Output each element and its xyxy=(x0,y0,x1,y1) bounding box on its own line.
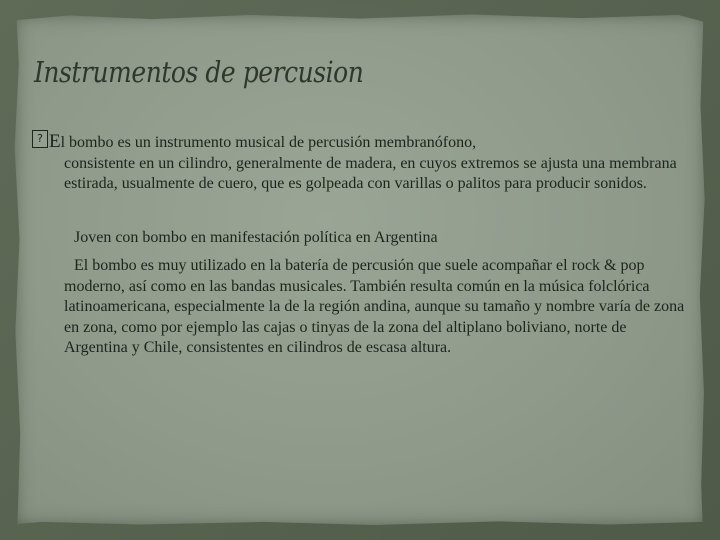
lead-letter: E xyxy=(49,131,61,152)
first-line-text: l bombo es un instrumento musical de percusión membranófono, xyxy=(60,134,477,151)
paragraph-bombo-definition xyxy=(49,131,684,195)
paragraph-lead: El bombo es muy utilizado en la batería de percusión que suele acompañar el xyxy=(74,257,568,274)
image-caption: Joven con bombo en manifestación política en Argentina xyxy=(74,229,438,246)
paragraph-bombo-usage xyxy=(64,256,686,359)
slide-title: Instrumentos de percusion xyxy=(34,55,364,89)
paragraph-rest: rock & pop moderno, así como en las bandas musicales. También resulta común en la música folclórica latinoamericana, especialmente la de la región andina, aunque su tamaño y nombre varía de zona en zona, como por ejemplo las cajas o tinyas de la zona del altiplano boliviano, norte de Argentina y Chile, consistentes en cilindros de escasa altura. xyxy=(64,257,685,356)
paragraph-rest: consistente en un cilindro, generalmente de madera, en cuyos extremos se ajusta una membrana estirada, usualmente de cuero, que es golpeada con varillas o palitos para producir sonidos. xyxy=(64,154,677,192)
missing-glyph-box-icon: ? xyxy=(32,130,48,148)
paragraph-first-line xyxy=(49,132,684,154)
